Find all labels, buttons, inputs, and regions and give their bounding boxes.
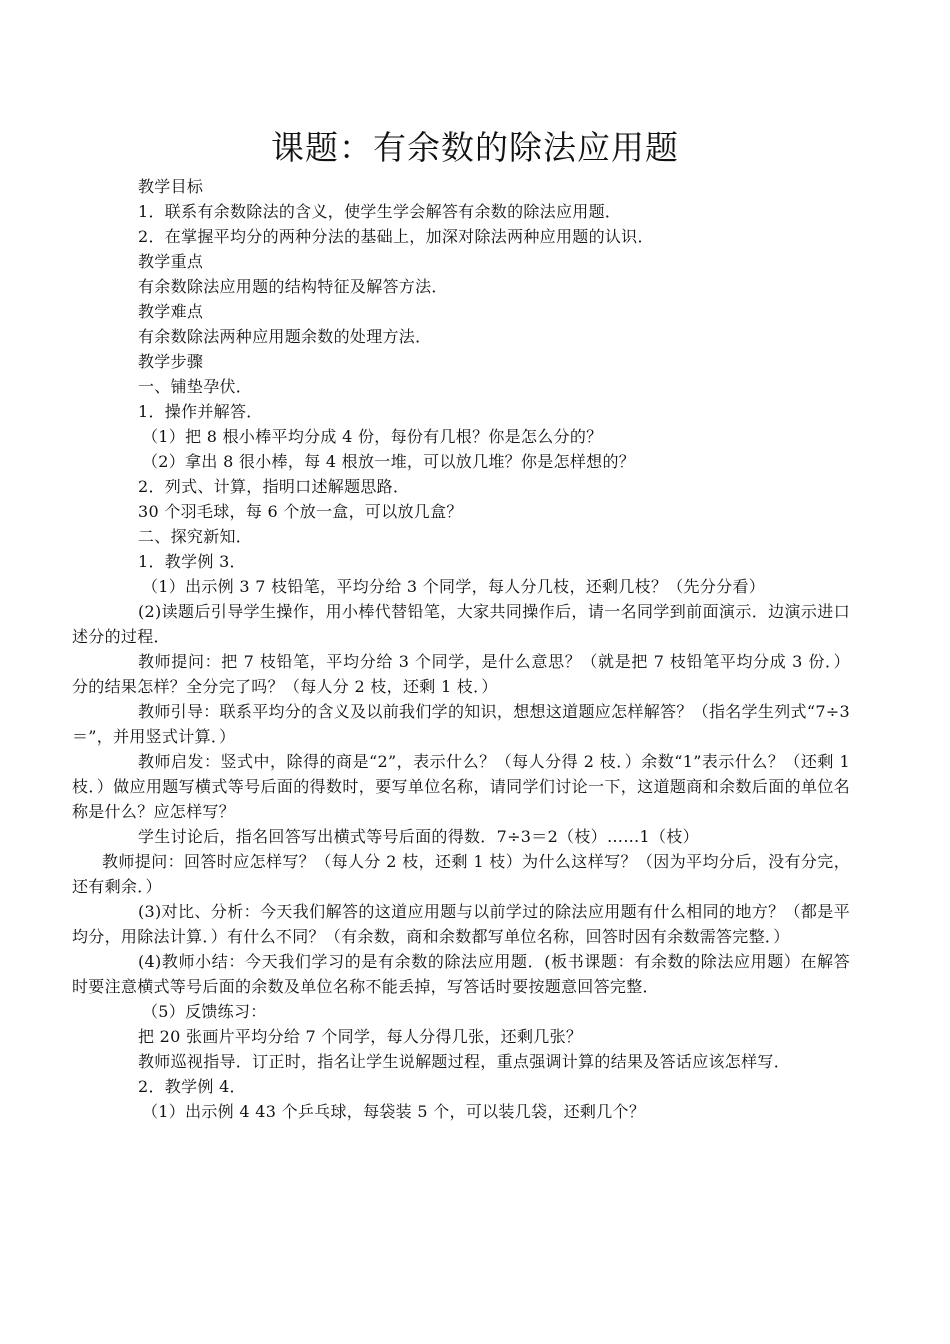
teacher-guide: 教师引导：联系平均分的含义及以前我们学的知识，想想这道题应怎样解答？（指名学生列式“7÷3＝”，并用竖式计算．） [72,702,850,746]
compare-analyze: (3)对比、分析：今天我们解答的这道应用题与以前学过的除法应用题有什么相同的地方？（都是平均分，用除法计算．）有什么不同？（有余数，商和余数都写单位名称，回答时因有余数需答完整．） [72,902,850,946]
example-4-problem: （1）出示例 4 43 个乒乓球，每袋装 5 个，可以装几袋，还剩几个？ [142,1102,646,1121]
goal-2: 2．在掌握平均分的两种分法的基础上，加深对除法两种应用题的认识． [138,227,654,246]
goal-1: 1．联系有余数除法的含义，使学生学会解答有余数的除法应用题． [138,202,622,221]
student-discussion: 学生讨论后，指名回答写出横式等号后面的得数．7÷3＝2（枝）……1（枝） [138,827,699,846]
difficulties-text: 有余数除法两种应用题余数的处理方法． [138,327,432,346]
teacher-patrol: 教师巡视指导．订正时，指名让学生说解题过程，重点强调计算的结果及答话应该怎样写． [138,1052,791,1071]
example-3-heading: 1．教学例 3． [138,552,246,571]
teacher-question-1: 教师提问：把 7 枝铅笔，平均分给 3 个同学，是什么意思？（就是把 7 枝铅笔平均分成 3 份．）分的结果怎样？全分完了吗？（每人分 2 枝，还剩 1 枝．） [72,652,850,696]
step-1-2: 2．列式、计算，指明口述解题思路． [138,477,410,496]
example-4-heading: 2．教学例 4． [138,1077,246,1096]
teacher-summary: (4)教师小结：今天我们学习的是有余数的除法应用题．(板书课题：有余数的除法应用题）在解答时要注意横式等号后面的余数及单位名称不能丢掉，写答话时要按题意回答完整． [72,952,850,996]
heading-steps: 教学步骤 [138,352,204,371]
heading-difficulties: 教学难点 [138,302,204,321]
step-1-1-b: （2）拿出 8 很小棒，每 4 根放一堆，可以放几堆？你是怎样想的？ [142,452,636,471]
key-points-text: 有余数除法应用题的结构特征及解答方法． [138,277,448,296]
feedback-heading: （5）反馈练习： [142,1002,267,1021]
section-1-heading: 一、铺垫孕伏． [138,377,253,396]
teacher-question-2: 教师提问：回答时应怎样写？（每人分 2 枝，还剩 1 枝）为什么这样写？（因为平均分后，没有分完，还有剩余．） [72,852,850,896]
example-3-problem: （1）出示例 3 7 枝铅笔，平均分给 3 个同学，每人分几枝，还剩几枝？（先分分看） [142,577,766,596]
step-1-1: 1．操作并解答． [138,402,263,421]
example-3-operate: (2)读题后引导学生操作，用小棒代替铅笔，大家共同操作后，请一名同学到前面演示．边演示进口述分的过程． [72,602,850,646]
section-2-heading: 二、探究新知． [138,527,253,546]
heading-teaching-goals: 教学目标 [138,177,204,196]
document-body [72,174,850,1124]
feedback-problem: 把 20 张画片平均分给 7 个同学，每人分得几张，还剩几张？ [138,1027,583,1046]
teacher-inspire: 教师启发：竖式中，除得的商是“2”，表示什么？（每人分得 2 枝．）余数“1”表示什么？（还剩 1 枝．）做应用题写横式等号后面的得数时，要写单位名称，请同学们讨论一下，这道题商和余数后面的单位名称是什么？应怎样写？ [72,752,850,821]
step-1-2-problem: 30 个羽毛球，每 6 个放一盒，可以放几盒？ [138,502,463,521]
document-title: 课题：有余数的除法应用题 [271,128,679,167]
heading-key-points: 教学重点 [138,252,204,271]
step-1-1-a: （1）把 8 根小棒平均分成 4 份，每份有几根？你是怎么分的？ [142,427,603,446]
